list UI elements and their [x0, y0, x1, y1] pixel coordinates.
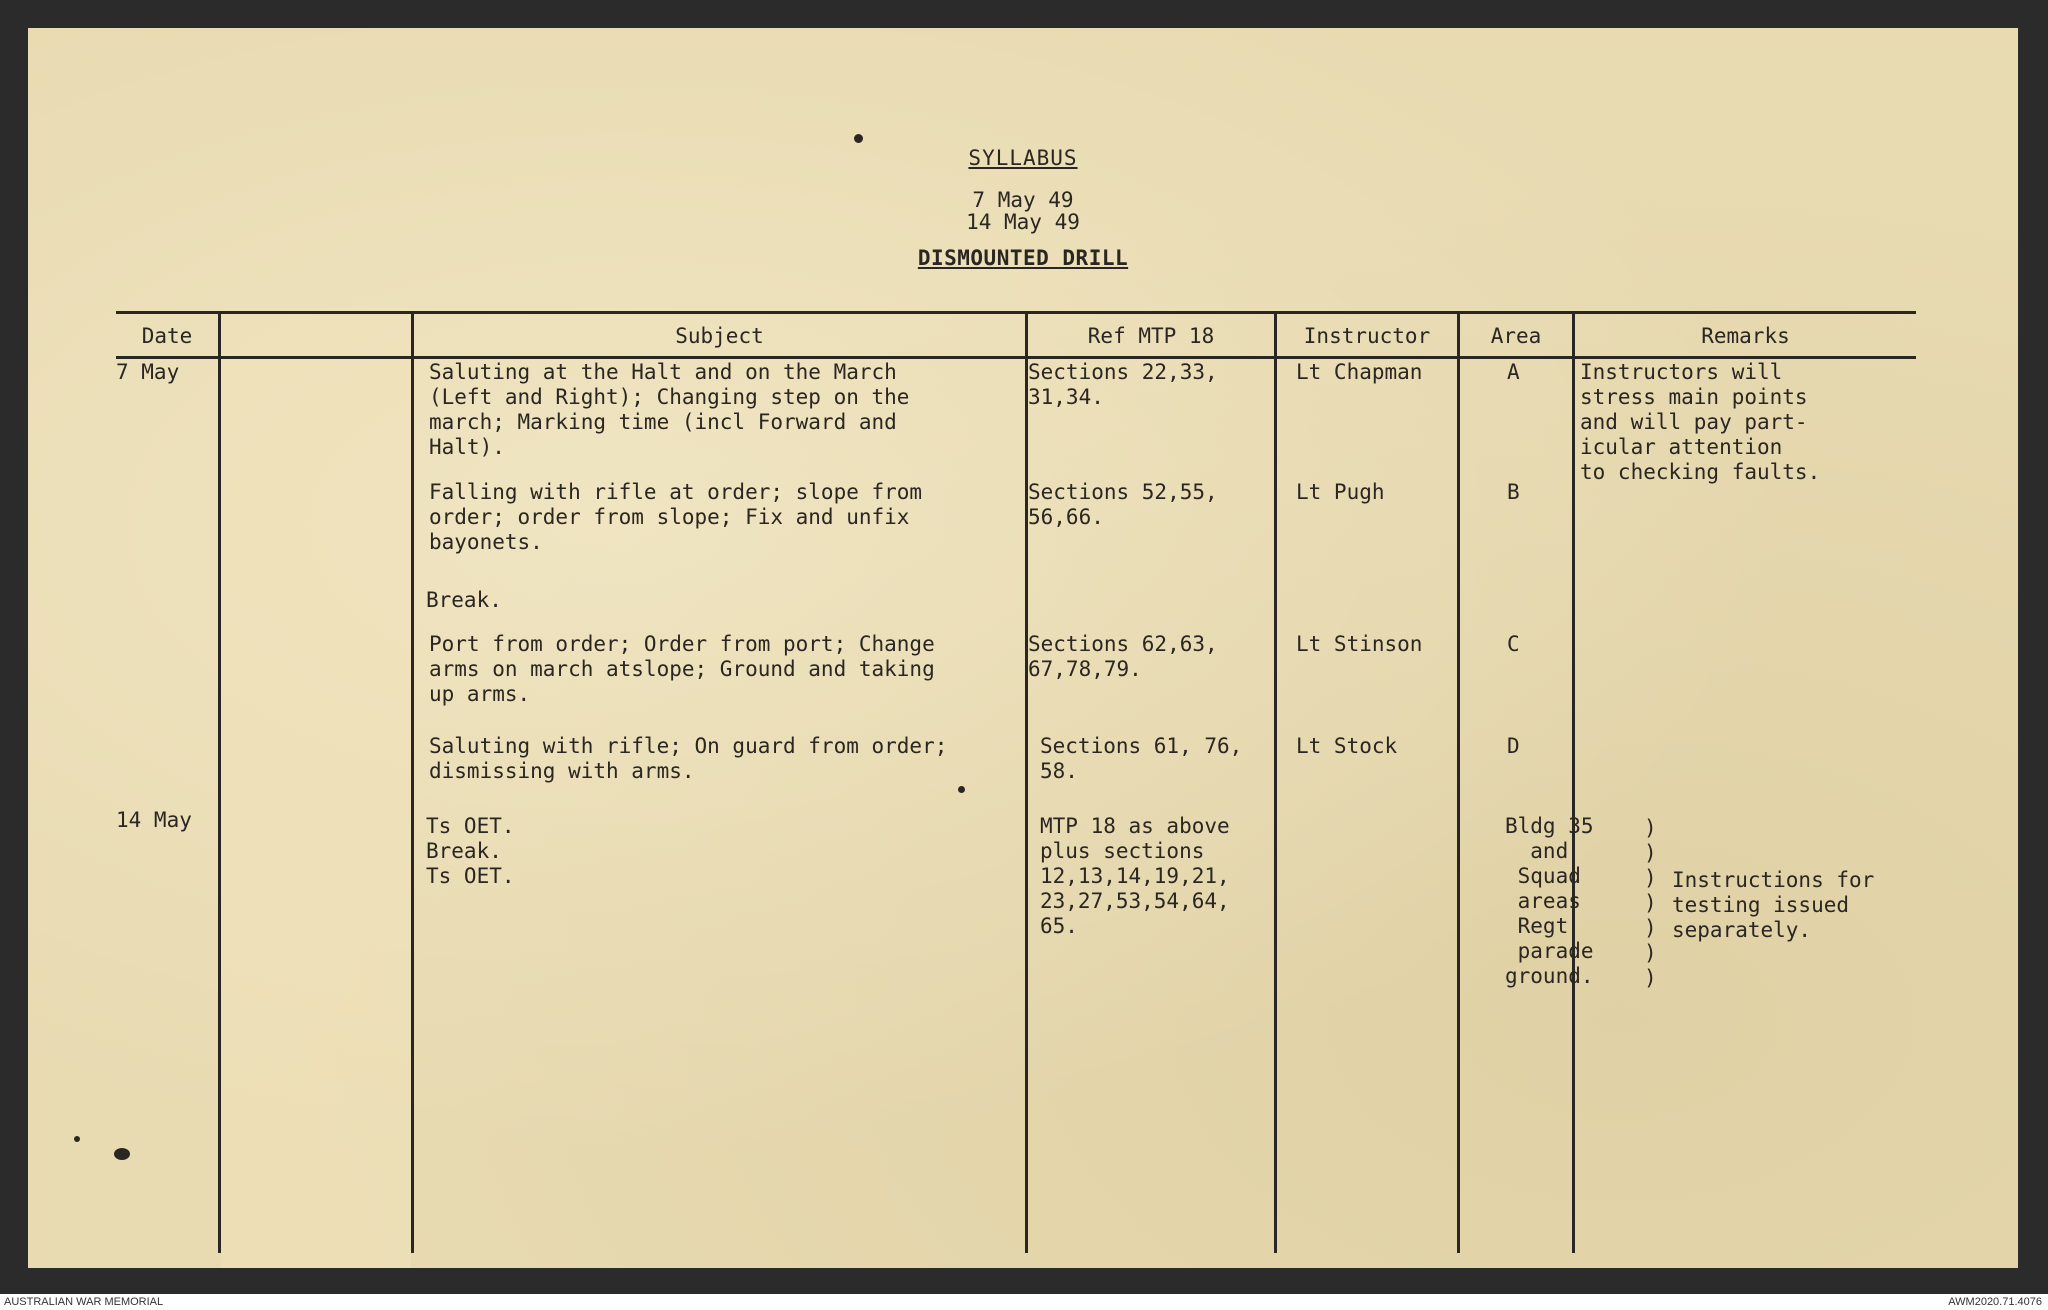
row-ref: MTP 18 as above plus sections 12,13,14,19,21, 23,27,53,54,64, 65.: [1040, 814, 1230, 938]
document-title: SYLLABUS: [968, 146, 1078, 170]
row-subject: Port from order; Order from port; Change arms on march atslope; Ground and taking up arms.: [429, 632, 935, 706]
row-instructor: Lt Chapman: [1296, 360, 1423, 384]
row-ref: Sections 61, 76, 58.: [1040, 734, 1243, 783]
table-top-rule: [116, 311, 1916, 314]
ink-spot: [114, 1148, 130, 1160]
row-subject: Falling with rifle at order; slope from order; order from slope; Fix and unfix bayonets.: [429, 480, 923, 554]
column-divider: [1457, 311, 1460, 1253]
row-instructor: Lt Stinson: [1296, 632, 1423, 656]
column-divider: [218, 311, 221, 1253]
ink-spot: [74, 1136, 80, 1142]
header-date: Date: [141, 324, 193, 348]
row-ref: Sections 22,33, 31,34.: [1028, 360, 1218, 409]
document-subtitle: DISMOUNTED DRILL: [917, 246, 1129, 270]
header-subject: Subject: [675, 324, 764, 348]
document-page: [28, 28, 2018, 1268]
row-date: 14 May: [116, 808, 192, 832]
row-subject: Saluting at the Halt and on the March (Left and Right); Changing step on the march; Marking time (incl Forward and Halt).: [429, 360, 910, 459]
row-date: 7 May: [116, 360, 180, 384]
row-subject: Saluting with rifle; On guard from order; dismissing with arms.: [429, 734, 948, 783]
header-ref: Ref MTP 18: [1087, 324, 1215, 348]
row-area: Bldg 35 and Squad areas Regt parade ground.: [1505, 814, 1594, 988]
date-line-1: 7 May 49: [972, 188, 1074, 212]
column-divider: [1025, 311, 1028, 1253]
date-line-2: 14 May 49: [966, 210, 1080, 234]
archive-footer: [0, 1294, 2048, 1310]
column-divider: [1274, 311, 1277, 1253]
row-area: A: [1507, 360, 1520, 384]
row-remarks: Instructions for testing issued separately.: [1672, 868, 1875, 942]
table-header-rule: [116, 356, 1916, 359]
row-subject: Break.: [426, 588, 502, 612]
bracket-marks: ) ) ) ) ) ) ): [1644, 816, 1657, 990]
row-ref: Sections 62,63, 67,78,79.: [1028, 632, 1218, 681]
row-instructor: Lt Pugh: [1296, 480, 1385, 504]
row-instructor: Lt Stock: [1296, 734, 1398, 758]
header-instructor: Instructor: [1303, 324, 1431, 348]
row-area: D: [1507, 734, 1520, 758]
header-area: Area: [1490, 324, 1542, 348]
ink-spot: [958, 786, 965, 793]
row-subject: Ts OET. Break. Ts OET.: [426, 814, 515, 888]
row-area: B: [1507, 480, 1520, 504]
tape-strip: [221, 308, 411, 1268]
header-remarks: Remarks: [1701, 324, 1790, 348]
row-area: C: [1507, 632, 1520, 656]
footer-left: AUSTRALIAN WAR MEMORIAL: [4, 1296, 164, 1308]
footer-right: AWM2020.71.4076: [1948, 1296, 2042, 1308]
ink-spot: [854, 134, 863, 143]
row-ref: Sections 52,55, 56,66.: [1028, 480, 1218, 529]
row-remarks: Instructors will stress main points and will pay part- icular attention to checking faults.: [1580, 360, 1821, 484]
column-divider: [411, 311, 414, 1253]
column-divider: [1572, 311, 1575, 1253]
